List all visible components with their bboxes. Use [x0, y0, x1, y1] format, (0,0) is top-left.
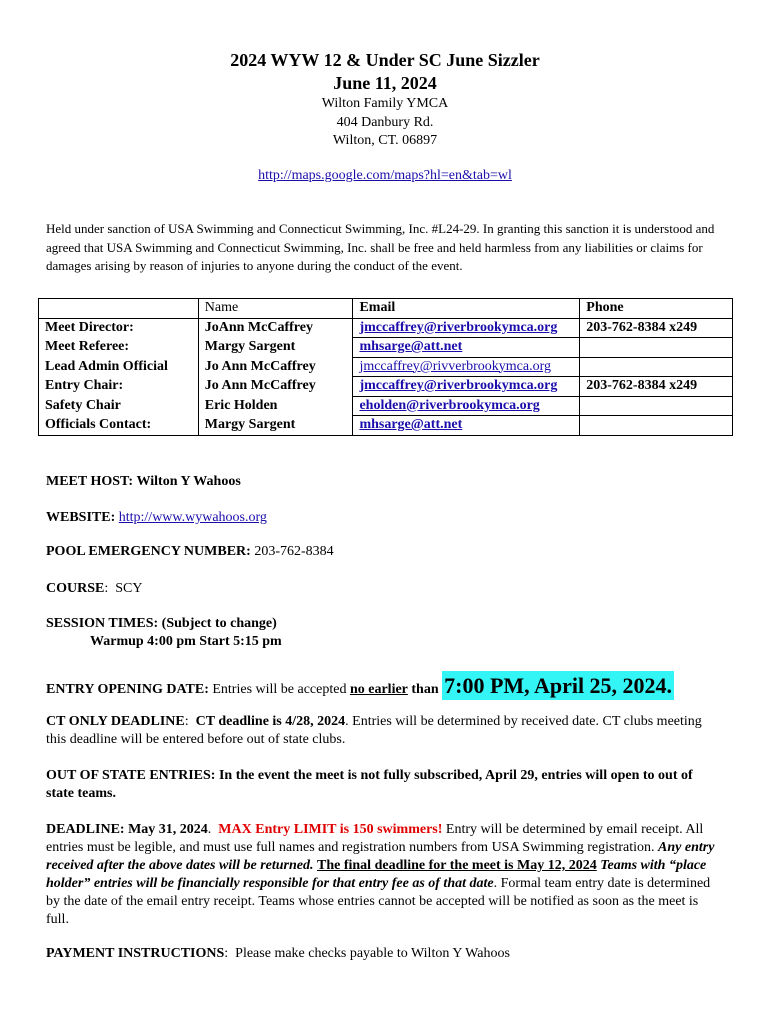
entry-opening-label: ENTRY OPENING DATE: — [46, 682, 209, 697]
name-cell: JoAnn McCaffrey — [198, 318, 353, 338]
role-cell: Entry Chair: — [39, 377, 199, 397]
table-header-row — [39, 299, 733, 319]
role-cell: Meet Referee: — [39, 338, 199, 358]
venue-name: Wilton Family YMCA — [321, 96, 449, 111]
entry-opening-date: 7:00 PM, April 25, 2024. — [444, 673, 673, 698]
meet-title: 2024 WYW 12 & Under SC June Sizzler — [230, 50, 540, 70]
max-entry-limit: MAX Entry LIMIT is 150 swimmers! — [218, 822, 443, 837]
phone-cell: 203-762-8384 x249 — [580, 377, 733, 397]
phone-cell — [580, 396, 733, 416]
name-cell: Eric Holden — [198, 396, 353, 416]
table-row — [39, 416, 733, 436]
course-line: COURSE: SCY — [46, 581, 143, 596]
table-row — [39, 377, 733, 397]
payment-text: Please make checks payable to Wilton Y Wahoos — [235, 946, 510, 961]
name-cell: Jo Ann McCaffrey — [198, 357, 353, 377]
header-email: Email — [353, 299, 580, 319]
table-row — [39, 396, 733, 416]
website-line — [46, 509, 722, 527]
email-link[interactable]: mhsarge@att.net — [359, 339, 463, 354]
ct-deadline-label: CT ONLY DEADLINE — [46, 714, 185, 729]
meet-host-label: MEET HOST: — [46, 474, 134, 489]
session-times-label: SESSION TIMES: (Subject to change) — [46, 616, 277, 631]
out-of-state — [46, 767, 722, 803]
map-link[interactable]: http://maps.google.com/maps?hl=en&tab=wl — [258, 168, 512, 183]
email-link[interactable]: eholden@riverbrookymca.org — [359, 397, 540, 413]
course-label: COURSE — [46, 581, 105, 596]
meet-date: June 11, 2024 — [333, 73, 437, 93]
phone-cell — [580, 416, 733, 436]
ct-deadline-date: CT deadline is 4/28, 2024 — [195, 714, 346, 729]
deadline-label: DEADLINE: — [46, 822, 125, 837]
officials-table — [38, 298, 733, 436]
email-link[interactable]: jmccaffrey@rivverbrookymca.org — [359, 358, 552, 374]
out-of-state-text: In the event the meet is not fully subscribed, April 29, entries will open to out of state teams. — [46, 768, 693, 801]
payment-line: PAYMENT INSTRUCTIONS: Please make checks payable to Wilton Y Wahoos — [46, 946, 510, 961]
role-cell: Lead Admin Official — [39, 357, 199, 377]
final-deadline: The final deadline for the meet is May 12, 2024 — [317, 858, 597, 873]
email-link[interactable]: mhsarge@att.net — [359, 417, 463, 432]
role-cell: Officials Contact: — [39, 416, 199, 436]
pool-emergency-label: POOL EMERGENCY NUMBER: — [46, 544, 251, 559]
phone-cell — [580, 338, 733, 358]
venue-city: Wilton, CT. 06897 — [332, 133, 438, 148]
table-row — [39, 318, 733, 338]
pool-emergency-line — [46, 543, 722, 561]
ct-deadline-text: . Entries will be determined by received date. CT clubs meeting this deadline will be entered before out of state clubs. — [46, 714, 702, 747]
deadline-italic-1: Any entry received after the above dates will be returned. — [46, 840, 715, 873]
website-link[interactable]: http://www.wywahoos.org — [118, 510, 267, 525]
sanction-text: Held under sanction of USA Swimming and Connecticut Swimming, Inc. #L24-29. In granting this sanction it is understood and agreed that USA Swimming and Connecticut Swimming, Inc. shall be free and held harmless from any liabilities or claims for damages arising by reason of injuries to anyone during the conduct of the event. — [46, 221, 715, 273]
role-cell: Safety Chair — [39, 396, 199, 416]
email-link[interactable]: jmccaffrey@riverbrookymca.org — [359, 319, 558, 335]
entry-opening-no-earlier: no earlier — [349, 682, 408, 697]
entry-opening-line — [46, 672, 722, 704]
email-link[interactable]: jmccaffrey@riverbrookymca.org — [359, 378, 558, 393]
ct-deadline: CT ONLY DEADLINE: CT deadline is 4/28, 2024. Entries will be determined by received date. CT clubs meeting this deadline will be entered before out of state clubs. — [46, 714, 702, 747]
venue-street: 404 Danbury Rd. — [336, 115, 434, 130]
phone-cell: 203-762-8384 x249 — [580, 318, 733, 338]
entry-opening-text: Entries will be accepted — [212, 682, 347, 697]
website-label: WEBSITE: — [46, 510, 116, 525]
meet-host-line — [46, 473, 722, 491]
table-row — [39, 357, 733, 377]
header-phone: Phone — [580, 299, 733, 319]
deadline-text-1: Entry will be determined by email receipt. All entries must be legible, and must use full names and registration numbers from USA Swimming registration. — [46, 822, 704, 855]
session-times-detail: Warmup 4:00 pm Start 5:15 pm — [90, 634, 282, 649]
name-cell: Jo Ann McCaffrey — [198, 377, 353, 397]
course-value: SCY — [115, 581, 143, 596]
entry-opening-than: than — [411, 682, 439, 697]
name-cell: Margy Sargent — [198, 338, 353, 358]
payment-label: PAYMENT INSTRUCTIONS — [46, 946, 225, 961]
header-name: Name — [198, 299, 353, 319]
deadline-italic-2: Teams with “place holder” entries will be financially responsible for that entry fee as of that date — [46, 858, 707, 891]
pool-emergency-value: 203-762-8384 — [254, 544, 334, 559]
deadline-section: DEADLINE: May 31, 2024. MAX Entry LIMIT is 150 swimmers! Entry will be determined by email receipt. All entries must be legible, and must use full names and registration numbers from USA Swimming registration. Any entry received after the above dates will be returned. The final deadline for the meet is May 12, 2024 Teams with “place holder” entries will be financially responsible for that entry fee as of that date. Formal team entry date is determined by the date of the email entry receipt. Teams whose entries cannot be accepted will be notified as soon as the meet is full. — [46, 822, 715, 927]
out-of-state-label: OUT OF STATE ENTRIES: — [46, 768, 216, 783]
role-cell: Meet Director: — [39, 318, 199, 338]
meet-host-value: Wilton Y Wahoos — [136, 474, 241, 489]
deadline-text-2: . Formal team entry date is determined by the date of the email entry receipt. Teams whose entries cannot be accepted will be notified as soon as the meet is full. — [46, 876, 711, 927]
table-row — [39, 338, 733, 358]
deadline-date: May 31, 2024 — [128, 822, 208, 837]
phone-cell — [580, 357, 733, 377]
session-times — [46, 615, 722, 651]
name-cell: Margy Sargent — [198, 416, 353, 436]
